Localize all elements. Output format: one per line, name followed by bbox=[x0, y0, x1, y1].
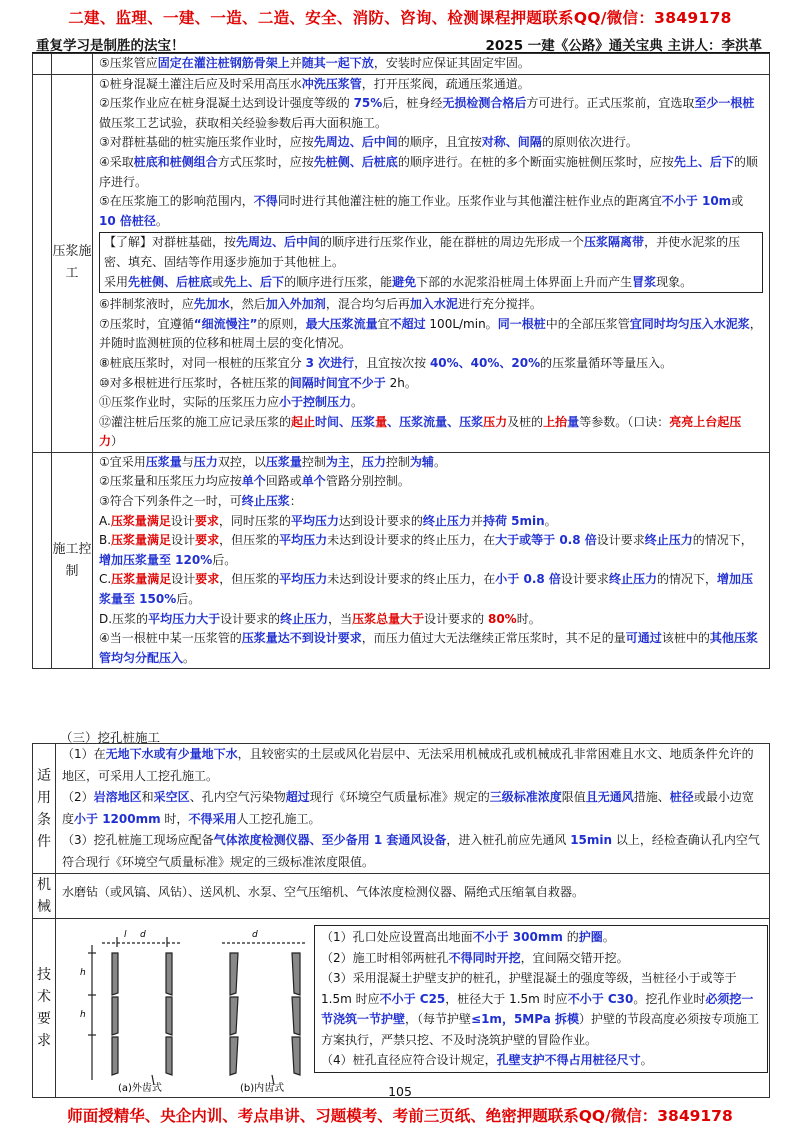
applicable-label: 适用条件 bbox=[33, 744, 56, 874]
top-contact-banner: 二建、监理、一建、一造、二造、安全、消防、咨询、检测课程押题联系QQ/微信：3849178 bbox=[68, 9, 732, 27]
blank-cell bbox=[33, 452, 52, 669]
control-item: ①宜采用压浆量与压力双控，以压浆量控制为主，压力控制为辅。 bbox=[99, 454, 446, 469]
grouting-item: ④采取桩底和桩侧组合方式压浆时，应按先桩侧、后桩底的顺序进行。在桩的多个断面实施桩侧压浆时，应按先上、后下的顺序进行。 bbox=[99, 154, 758, 189]
grouting-table bbox=[32, 53, 770, 669]
note-text: 【了解】对群桩基础，按先周边、后中间的顺序进行压浆作业，能在群桩的周边先形成一个压浆隔离带，并使水泥浆的压密、填充、固结等作用逐步施加于其他桩上。 bbox=[104, 235, 741, 269]
requirement-item: （3）采用混凝土护壁支护的桩孔，护壁混凝土的强度等级，当桩径小于或等于 1.5m 时应不小于 C25，桩径大于 1.5m 时应不小于 C30。挖孔作业时必须挖一节浇筑一节护壁，（每节护壁≤1m，5MPa 拆模）护壁的节段高度必须按专项施工方案执行，严禁只挖、不及时浇筑护壁的冒险作业。 bbox=[321, 971, 759, 1047]
dim-label: l bbox=[124, 930, 127, 940]
grouting-content bbox=[93, 74, 770, 452]
control-item: ④当一根桩中某一压浆管的压浆量达不到设计要求，而压力值过大无法继续正常压浆时，其不足的量可通过该桩中的其他压浆管均匀分配压入。 bbox=[99, 631, 758, 665]
header-book-title: 2025 一建《公路》通关宝典 主讲人：李洪革 bbox=[485, 38, 762, 54]
technical-label: 技术要求 bbox=[33, 919, 56, 1098]
technical-requirements-box bbox=[314, 925, 768, 1073]
dim-label: h bbox=[80, 1010, 86, 1020]
bottom-contact-banner: 师面授精华、央企内训、考点串讲、习题模考、考前三页纸、绝密押题联系QQ/微信：3849178 bbox=[67, 1107, 733, 1125]
control-item: A.压浆量满足设计要求，同时压浆的平均压力达到设计要求的终止压力并持荷 5min。 bbox=[99, 513, 557, 528]
control-label: 施工控制 bbox=[52, 452, 93, 669]
control-item: B.压浆量满足设计要求，但压浆的平均压力未达到设计要求的终止压力，在大于或等于 0.8 倍设计要求终止压力的情况下，增加压浆量至 120%后。 bbox=[99, 533, 753, 567]
dim-label: d bbox=[140, 930, 146, 940]
section-title-dug-pile: （三）挖孔桩施工 bbox=[60, 730, 161, 745]
table-row bbox=[33, 54, 770, 75]
grouting-item: ⑪压浆作业时，实际的压浆压力应小于控制压力。 bbox=[99, 395, 364, 410]
requirement-item: （2）施工时相邻两桩孔不得同时开挖，宜间隔交错开挖。 bbox=[321, 950, 629, 965]
table-row bbox=[33, 919, 770, 1098]
applicable-content bbox=[56, 744, 770, 874]
machinery-content: 水磨钻（或风镐、风钻）、送风机、水泵、空气压缩机、气体浓度检测仪器、隔绝式压缩氧自救器。 bbox=[56, 874, 770, 919]
control-item: ②压浆量和压浆压力均应按单个回路或单个管路分别控制。 bbox=[99, 474, 410, 489]
requirement-item: （1）孔口处应设置高出地面不小于 300mm 的护圈。 bbox=[321, 930, 615, 944]
item-5-pipe-fixing: ⑤压浆管应固定在灌注桩钢筋骨架上并随其一起下放，安装时应保证其固定牢固。 bbox=[93, 54, 770, 75]
figure-caption-b: (b)内齿式 bbox=[240, 1083, 285, 1093]
control-item: D.压浆的平均压力大于设计要求的终止压力，当压浆总量大于设计要求的 80%时。 bbox=[99, 611, 541, 626]
grouting-item: ⑩对多根桩进行压浆时，各桩压浆的间隔时间宜不少于 2h。 bbox=[99, 375, 417, 390]
retaining-wall-figure bbox=[72, 925, 320, 1093]
grouting-item: ⑧桩底压浆时，对同一根桩的压浆宜分 3 次进行，且宜按次按 40%、40%、20%的压浆量循环等量压入。 bbox=[99, 355, 673, 370]
machinery-label: 机械 bbox=[33, 874, 56, 919]
figure-caption-a: (a)外齿式 bbox=[118, 1083, 162, 1093]
page-number: 105 bbox=[388, 1084, 412, 1099]
requirement-item: （4）桩孔直径应符合设计规定，孔壁支护不得占用桩径尺寸。 bbox=[321, 1053, 653, 1067]
control-item: ③符合下列条件之一时，可终止压浆： bbox=[99, 494, 302, 509]
note-box bbox=[99, 232, 763, 293]
blank-cell bbox=[33, 74, 52, 452]
blank-cell bbox=[33, 54, 52, 75]
grouting-item: ①桩身混凝土灌注后应及时采用高压水冲洗压浆管，打开压浆阀，疏通压浆通道。 bbox=[99, 76, 530, 91]
grouting-item: ⑥拌制浆液时，应先加水，然后加入外加剂，混合均匀后再加入水泥进行充分搅拌。 bbox=[99, 297, 542, 312]
dim-label: h bbox=[80, 968, 86, 978]
applicable-item: （2）岩溶地区和采空区、孔内空气污染物超过现行《环境空气质量标准》规定的三级标准浓度限值且无通风措施、桩径或最小边宽度小于 1200mm 时，不得采用人工挖孔施工。 bbox=[62, 790, 754, 826]
grouting-label: 压浆施工 bbox=[52, 74, 93, 452]
control-item: C.压浆量满足设计要求，但压浆的平均压力未达到设计要求的终止压力，在小于 0.8 倍设计要求终止压力的情况下，增加压浆量至 150%后。 bbox=[99, 572, 753, 607]
dim-label: d bbox=[252, 930, 258, 940]
applicable-item: （3）挖孔桩施工现场应配备气体浓度检测仪器、至少备用 1 套通风设备，进入桩孔前应先通风 15min 以上，经检查确认孔内空气符合现行《环境空气质量标准》规定的三级标准浓度限值。 bbox=[62, 833, 760, 869]
grouting-item: ⑫灌注桩后压浆的施工应记录压浆的起止时间、压浆量、压浆流量、压浆压力及桩的上抬量等参数。（口诀：亮亮上台起压力） bbox=[99, 414, 742, 449]
applicable-item: （1）在无地下水或有少量地下水，且较密实的土层或风化岩层中、无法采用机械成孔或机械成孔非常困难且水文、地质条件允许的地区，可采用人工挖孔施工。 bbox=[62, 747, 754, 783]
note-text: 采用先桩侧、后桩底或先上、后下的顺序进行压浆，能避免下部的水泥浆沿桩周土体界面上升而产生冒浆现象。 bbox=[104, 274, 693, 289]
table-row bbox=[33, 452, 770, 669]
table-row bbox=[33, 874, 770, 919]
technical-content bbox=[56, 919, 770, 1098]
grouting-item: ⑤在压浆施工的影响范围内，不得同时进行其他灌注桩的施工作业。压浆作业与其他灌注桩作业点的距离宜不小于 10m或 10 倍桩径。 bbox=[99, 194, 744, 228]
table-row bbox=[33, 744, 770, 874]
grouting-item: ⑦压浆时，宜遵循“细流慢注”的原则，最大压浆流量宜不超过 100L/min。同一根桩中的全部压浆管宜同时均匀压入水泥浆，并随时监测桩顶的位移和桩周土层的变化情况。 bbox=[99, 316, 762, 351]
dug-pile-table bbox=[32, 743, 770, 1098]
header-motto: 重复学习是制胜的法宝！ bbox=[36, 38, 185, 54]
wall-segment bbox=[112, 953, 118, 995]
grouting-item: ②压浆作业应在桩身混凝土达到设计强度等级的 75%后，桩身经无损检测合格后方可进行。正式压浆前，宜选取至少一根桩做压浆工艺试验，获取相关经验参数后再大面积施工。 bbox=[99, 96, 755, 130]
control-content bbox=[93, 452, 770, 669]
table-row bbox=[33, 74, 770, 452]
blank-cell bbox=[52, 54, 93, 75]
grouting-item: ③对群桩基础的桩实施压浆作业时，应按先周边、后中间的顺序，且宜按对称、间隔的原则依次进行。 bbox=[99, 135, 638, 150]
